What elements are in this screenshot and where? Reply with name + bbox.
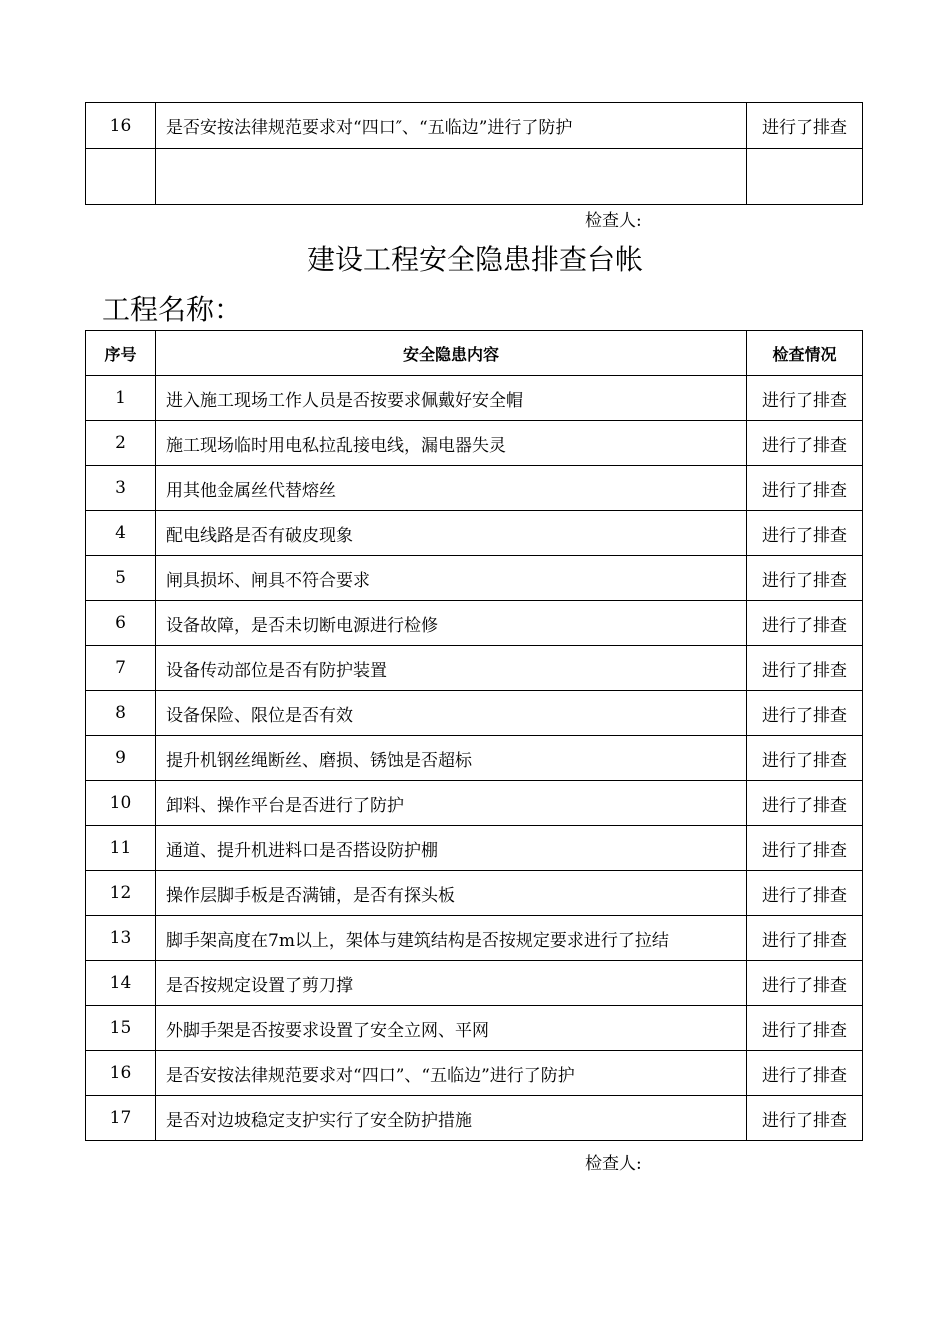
hazard-content: 脚手架高度在7m以上，架体与建筑结构是否按规定要求进行了拉结 <box>156 916 747 961</box>
header-content: 安全隐患内容 <box>156 331 747 376</box>
check-status: 进行了排查 <box>747 691 863 736</box>
row-number: 8 <box>86 691 156 736</box>
row-number: 2 <box>86 421 156 466</box>
page-title: 建设工程安全隐患排查台帐 <box>306 243 643 276</box>
inspector-label: 检查人: <box>585 1154 642 1174</box>
row-number: 4 <box>86 511 156 556</box>
check-status: 进行了排查 <box>747 103 863 149</box>
check-status: 进行了排查 <box>747 961 863 1006</box>
hazard-content: 设备故障，是否未切断电源进行检修 <box>156 601 747 646</box>
check-status: 进行了排查 <box>747 1051 863 1096</box>
hazard-content: 是否按规定设置了剪刀撑 <box>156 961 747 1006</box>
row-number: 16 <box>86 1051 156 1096</box>
table-row <box>86 781 863 826</box>
row-number: 10 <box>86 781 156 826</box>
check-status: 进行了排查 <box>747 781 863 826</box>
table-row <box>86 511 863 556</box>
check-status: 进行了排查 <box>747 466 863 511</box>
table-header-row <box>86 331 863 376</box>
check-status: 进行了排查 <box>747 376 863 421</box>
hazard-content: 卸料、操作平台是否进行了防护 <box>156 781 747 826</box>
header-number: 序号 <box>86 331 156 376</box>
table-row <box>86 103 863 149</box>
check-status: 进行了排查 <box>747 1006 863 1051</box>
table-row <box>86 466 863 511</box>
table-row <box>86 149 863 205</box>
hazard-content: 是否对边坡稳定支护实行了安全防护措施 <box>156 1096 747 1141</box>
header-status: 检查情况 <box>747 331 863 376</box>
table-row <box>86 601 863 646</box>
table-row <box>86 736 863 781</box>
table-row <box>86 826 863 871</box>
hazard-content: 进入施工现场工作人员是否按要求佩戴好安全帽 <box>156 376 747 421</box>
table-row <box>86 646 863 691</box>
table-row <box>86 1096 863 1141</box>
hazard-content: 提升机钢丝绳断丝、磨损、锈蚀是否超标 <box>156 736 747 781</box>
hazard-content: 是否安按法律规范要求对“四口”、“五临边”进行了防护 <box>156 1051 747 1096</box>
hazard-content: 配电线路是否有破皮现象 <box>156 511 747 556</box>
hazard-content: 设备传动部位是否有防护装置 <box>156 646 747 691</box>
table-body <box>86 376 863 1141</box>
check-status: 进行了排查 <box>747 646 863 691</box>
row-number: 5 <box>86 556 156 601</box>
check-status <box>747 149 863 205</box>
row-number: 6 <box>86 601 156 646</box>
hazard-content: 闸具损坏、闸具不符合要求 <box>156 556 747 601</box>
row-number: 7 <box>86 646 156 691</box>
check-status: 进行了排查 <box>747 736 863 781</box>
row-number: 16 <box>86 103 156 149</box>
table-row <box>86 556 863 601</box>
hazard-content: 是否安按法律规范要求对“四口″、“五临边”进行了防护 <box>156 103 747 149</box>
row-number: 12 <box>86 871 156 916</box>
hazard-content: 外脚手架是否按要求设置了安全立网、平网 <box>156 1006 747 1051</box>
previous-page-table <box>85 102 863 205</box>
row-number: 14 <box>86 961 156 1006</box>
hazard-content: 设备保险、限位是否有效 <box>156 691 747 736</box>
row-number: 13 <box>86 916 156 961</box>
project-name-label: 工程名称： <box>102 293 243 326</box>
hazard-content <box>156 149 747 205</box>
row-number: 15 <box>86 1006 156 1051</box>
inspector-label: 检查人: <box>585 211 642 231</box>
check-status: 进行了排查 <box>747 511 863 556</box>
check-status: 进行了排查 <box>747 421 863 466</box>
row-number <box>86 149 156 205</box>
check-status: 进行了排查 <box>747 826 863 871</box>
check-status: 进行了排查 <box>747 1096 863 1141</box>
check-status: 进行了排查 <box>747 601 863 646</box>
table-row <box>86 421 863 466</box>
check-status: 进行了排查 <box>747 916 863 961</box>
row-number: 17 <box>86 1096 156 1141</box>
table-row <box>86 961 863 1006</box>
row-number: 9 <box>86 736 156 781</box>
table-row <box>86 1051 863 1096</box>
hazard-content: 操作层脚手板是否满铺，是否有探头板 <box>156 871 747 916</box>
hazard-content: 施工现场临时用电私拉乱接电线，漏电器失灵 <box>156 421 747 466</box>
table-row <box>86 1006 863 1051</box>
hazard-content: 用其他金属丝代替熔丝 <box>156 466 747 511</box>
table-row <box>86 871 863 916</box>
check-status: 进行了排查 <box>747 871 863 916</box>
row-number: 11 <box>86 826 156 871</box>
row-number: 1 <box>86 376 156 421</box>
hazard-content: 通道、提升机进料口是否搭设防护棚 <box>156 826 747 871</box>
check-status: 进行了排查 <box>747 556 863 601</box>
table-row <box>86 916 863 961</box>
hazard-inspection-table <box>85 330 863 1141</box>
table-row <box>86 376 863 421</box>
table-row <box>86 691 863 736</box>
row-number: 3 <box>86 466 156 511</box>
